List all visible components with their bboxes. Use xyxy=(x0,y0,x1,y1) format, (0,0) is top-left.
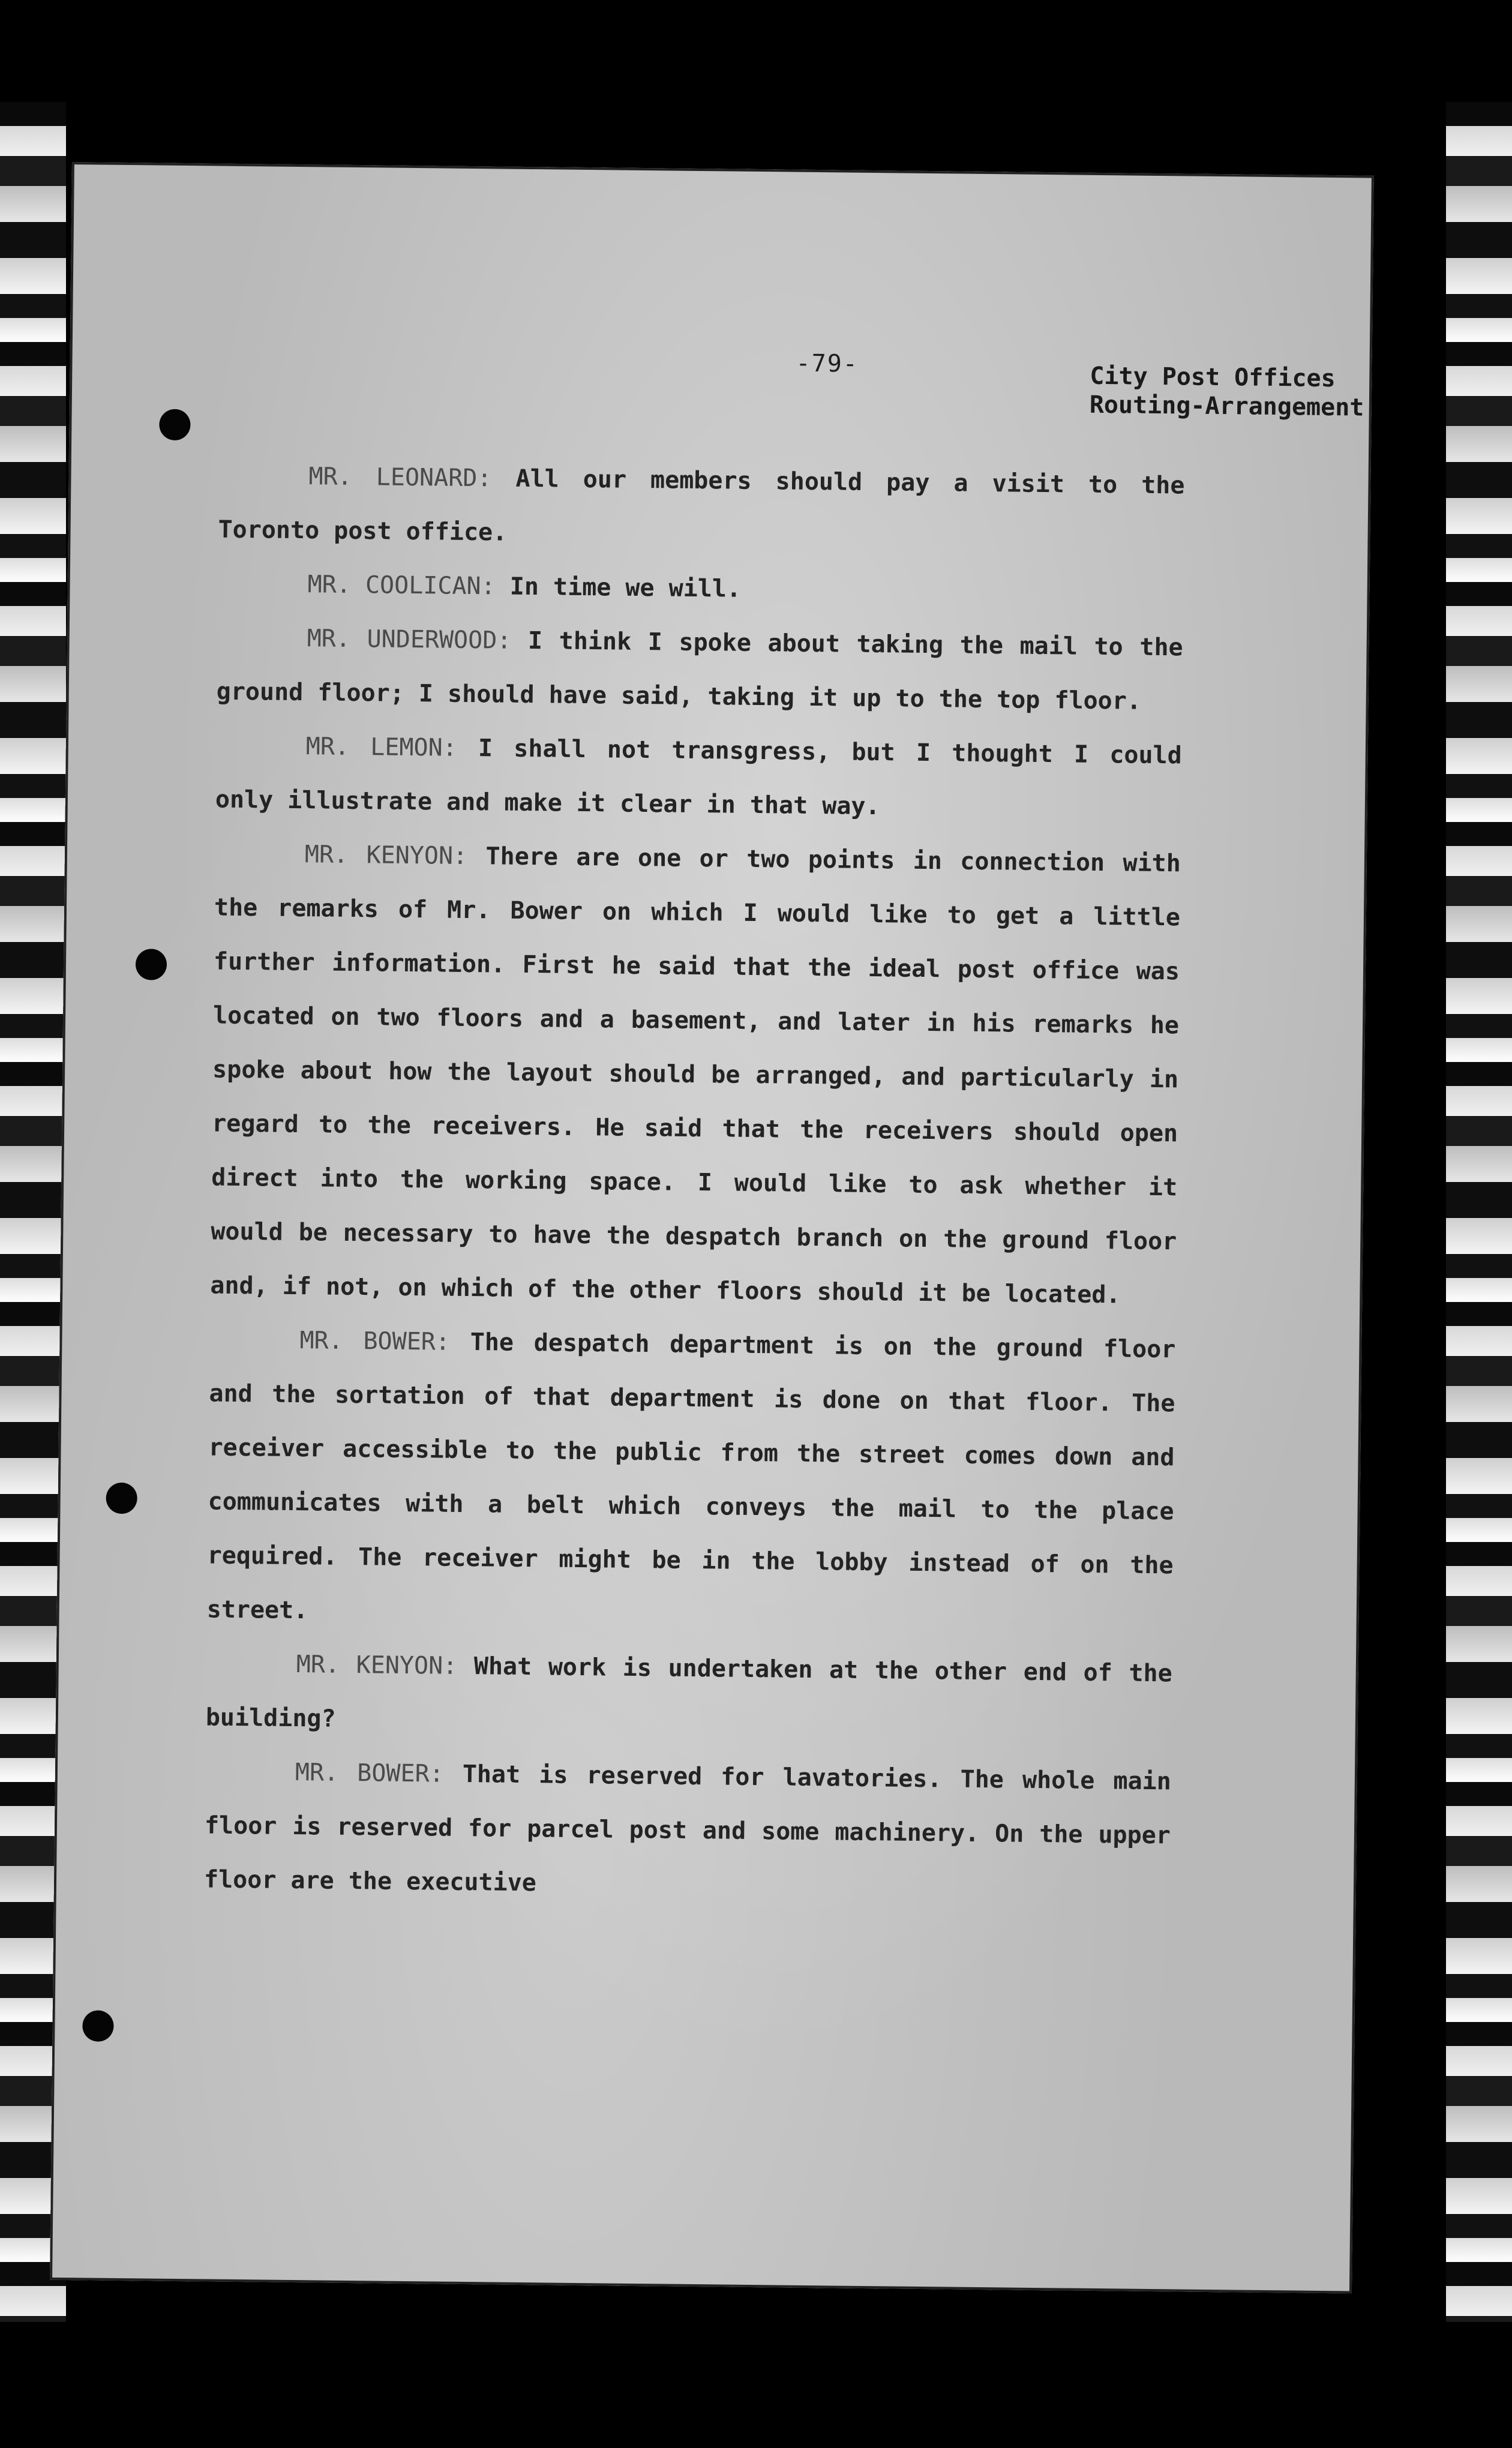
punch-hole-3 xyxy=(106,1483,137,1514)
speaker-name: MR. KENYON: xyxy=(304,841,468,870)
paragraph-6 xyxy=(206,1313,1176,1647)
film-strip-right xyxy=(1446,102,1512,2322)
header-line-2: Routing-Arrangement xyxy=(1089,391,1364,422)
paragraph-3 xyxy=(216,611,1183,729)
page-number: -79- xyxy=(796,349,859,378)
paragraph-7 xyxy=(205,1636,1172,1754)
punch-hole-1 xyxy=(159,409,191,441)
paragraph-text: I think I spoke about taking the mail to the ground floor; I should have said, taking it up to the top floor. xyxy=(216,627,1183,715)
paragraph-text: That is reserved for lavatories. The whole main floor is reserved for parcel post and some machinery. On the upper floor are the executive xyxy=(203,1760,1172,1897)
document-page xyxy=(50,162,1374,2294)
paragraph-text: All our members should pay a visit to the Toronto post office. xyxy=(218,464,1185,547)
speaker-name: MR. COOLICAN: xyxy=(307,571,496,601)
punch-hole-2 xyxy=(136,949,167,980)
paragraph-8 xyxy=(204,1744,1172,1916)
paragraph-text: What work is undertaken at the other end of the building? xyxy=(205,1652,1172,1733)
transcript-body xyxy=(204,449,1185,1917)
page-header xyxy=(1090,362,1365,422)
speaker-name: MR. LEONARD: xyxy=(308,463,492,493)
paragraph-4 xyxy=(215,719,1182,837)
speaker-name: MR. LEMON: xyxy=(305,733,458,762)
paragraph-5 xyxy=(210,827,1181,1323)
punch-hole-4 xyxy=(82,2010,114,2042)
speaker-name: MR. UNDERWOOD: xyxy=(307,625,512,655)
paragraph-text: I shall not transgress, but I thought I could only illustrate and make it clear in that way. xyxy=(215,734,1182,821)
speaker-name: MR. KENYON: xyxy=(296,1651,458,1680)
paragraph-1 xyxy=(218,449,1185,567)
paragraph-text: There are one or two points in connection with the remarks of Mr. Bower on which I would like to get a little further information. First he said that the ideal post office was located on two floors and a basement, and later in his remarks he spoke about how the layout should be arranged, and particularly in regard to the receivers. He said that the receivers should open direct into the working space. I would like to ask whether it would be necessary to have the despatch branch on the ground floor and, if not, on which of the other floors should it be located. xyxy=(210,842,1181,1309)
paragraph-2 xyxy=(217,557,1184,621)
paragraph-text: In time we will. xyxy=(509,572,742,603)
header-line-1: City Post Offices xyxy=(1090,362,1336,393)
speaker-name: MR. BOWER: xyxy=(295,1759,445,1788)
speaker-name: MR. BOWER: xyxy=(299,1327,451,1356)
paragraph-text: The despatch department is on the ground floor and the sortation of that department is done on that floor. The receiver accessible to the public from the street comes down and communicates with a belt which conveys the mail to the place required. The receiver might be in the lobby instead of on the street. xyxy=(206,1328,1176,1625)
